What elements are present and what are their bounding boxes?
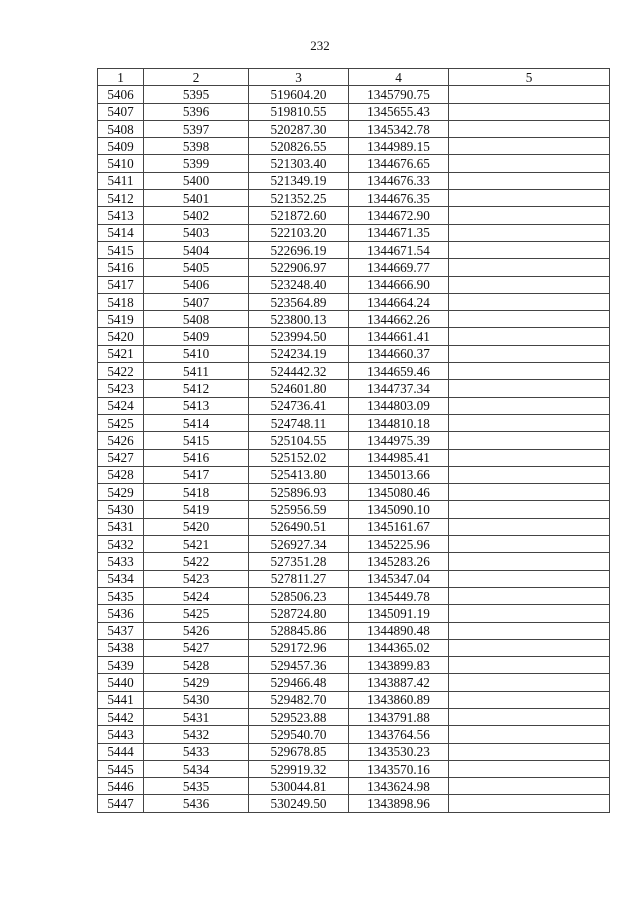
table-cell: [449, 605, 610, 622]
table-cell: 5444: [98, 743, 144, 760]
table-cell: 5419: [144, 501, 249, 518]
table-cell: 525896.93: [249, 484, 349, 501]
table-cell: [449, 207, 610, 224]
table-row: [98, 207, 610, 224]
table-cell: [449, 293, 610, 310]
table-cell: [449, 155, 610, 172]
table-cell: 521872.60: [249, 207, 349, 224]
table-cell: 5438: [98, 639, 144, 656]
table-cell: [449, 639, 610, 656]
table-cell: 5402: [144, 207, 249, 224]
table-cell: [449, 536, 610, 553]
table-row: [98, 605, 610, 622]
table-row: [98, 276, 610, 293]
table-cell: 5409: [144, 328, 249, 345]
table-cell: 1344890.48: [349, 622, 449, 639]
table-cell: 5423: [144, 570, 249, 587]
table-cell: 5418: [98, 293, 144, 310]
table-cell: 5421: [98, 345, 144, 362]
table-cell: 1343764.56: [349, 726, 449, 743]
table-cell: 522906.97: [249, 259, 349, 276]
table-cell: 5443: [98, 726, 144, 743]
table-cell: 1344676.65: [349, 155, 449, 172]
table-cell: 5397: [144, 120, 249, 137]
table-cell: [449, 259, 610, 276]
table-cell: 1344985.41: [349, 449, 449, 466]
table-cell: 523800.13: [249, 311, 349, 328]
table-row: [98, 432, 610, 449]
table-cell: 5424: [144, 587, 249, 604]
table-cell: 5403: [144, 224, 249, 241]
table-cell: 5410: [98, 155, 144, 172]
table-cell: 5436: [144, 795, 249, 812]
table-cell: 5433: [98, 553, 144, 570]
table-cell: 5420: [98, 328, 144, 345]
column-header: 3: [249, 69, 349, 86]
table-cell: 5407: [144, 293, 249, 310]
table-cell: 5433: [144, 743, 249, 760]
table-cell: 5425: [98, 414, 144, 431]
table-row: [98, 726, 610, 743]
table-cell: 1344659.46: [349, 363, 449, 380]
table-cell: 5422: [98, 363, 144, 380]
table-cell: 5431: [144, 708, 249, 725]
table-cell: [449, 760, 610, 777]
table-cell: [449, 778, 610, 795]
table-cell: 1344676.33: [349, 172, 449, 189]
table-cell: [449, 726, 610, 743]
table-cell: [449, 363, 610, 380]
table-cell: 5417: [98, 276, 144, 293]
table-row: [98, 103, 610, 120]
table-cell: 5439: [98, 657, 144, 674]
column-header: 2: [144, 69, 249, 86]
table-cell: 1344737.34: [349, 380, 449, 397]
table-cell: 5398: [144, 138, 249, 155]
table-row: [98, 795, 610, 812]
table-cell: 5447: [98, 795, 144, 812]
table-cell: 5430: [98, 501, 144, 518]
table-cell: 529466.48: [249, 674, 349, 691]
table-cell: 5415: [144, 432, 249, 449]
table-cell: 520287.30: [249, 120, 349, 137]
table-row: [98, 501, 610, 518]
table-cell: 5405: [144, 259, 249, 276]
table-cell: 1344671.54: [349, 241, 449, 258]
table-row: [98, 397, 610, 414]
table-cell: 5440: [98, 674, 144, 691]
table-cell: 523248.40: [249, 276, 349, 293]
table-cell: 1344662.26: [349, 311, 449, 328]
table-row: [98, 449, 610, 466]
table-cell: [449, 86, 610, 103]
table-cell: 5400: [144, 172, 249, 189]
table-cell: 528506.23: [249, 587, 349, 604]
coordinates-table: [97, 68, 610, 813]
table-cell: [449, 466, 610, 483]
table-cell: 1343624.98: [349, 778, 449, 795]
table-cell: 1344661.41: [349, 328, 449, 345]
table-cell: [449, 622, 610, 639]
table-row: [98, 466, 610, 483]
table-cell: 525152.02: [249, 449, 349, 466]
table-cell: [449, 138, 610, 155]
table-cell: [449, 657, 610, 674]
table-cell: [449, 553, 610, 570]
table-cell: 1344803.09: [349, 397, 449, 414]
table-cell: 1345283.26: [349, 553, 449, 570]
table-cell: 1343570.16: [349, 760, 449, 777]
table-cell: [449, 190, 610, 207]
table-cell: [449, 674, 610, 691]
table-cell: 1344660.37: [349, 345, 449, 362]
table-cell: 1345790.75: [349, 86, 449, 103]
table-row: [98, 743, 610, 760]
table-cell: [449, 328, 610, 345]
table-cell: 1344975.39: [349, 432, 449, 449]
table-cell: [449, 241, 610, 258]
table-cell: 5442: [98, 708, 144, 725]
table-cell: [449, 691, 610, 708]
table-row: [98, 484, 610, 501]
table-cell: 1343899.83: [349, 657, 449, 674]
table-cell: [449, 224, 610, 241]
page-number: 232: [310, 38, 330, 53]
table-row: [98, 190, 610, 207]
table-cell: 520826.55: [249, 138, 349, 155]
table-cell: [449, 795, 610, 812]
table-row: [98, 380, 610, 397]
table-cell: 1344664.24: [349, 293, 449, 310]
table-row: [98, 760, 610, 777]
column-header: 4: [349, 69, 449, 86]
table-cell: 529482.70: [249, 691, 349, 708]
table-cell: [449, 432, 610, 449]
table-cell: 1343860.89: [349, 691, 449, 708]
table-cell: 5427: [98, 449, 144, 466]
table-row: [98, 138, 610, 155]
table-cell: [449, 172, 610, 189]
table-cell: 5410: [144, 345, 249, 362]
table-row: [98, 259, 610, 276]
table-cell: 524601.80: [249, 380, 349, 397]
table-cell: 5416: [144, 449, 249, 466]
table-row: [98, 120, 610, 137]
table-cell: 1345347.04: [349, 570, 449, 587]
table-row: [98, 622, 610, 639]
table-cell: 5422: [144, 553, 249, 570]
table-cell: 1345013.66: [349, 466, 449, 483]
table-cell: 5396: [144, 103, 249, 120]
table-cell: 5435: [144, 778, 249, 795]
table-cell: 5427: [144, 639, 249, 656]
table-cell: 5411: [98, 172, 144, 189]
table-cell: 5423: [98, 380, 144, 397]
table-cell: 521349.19: [249, 172, 349, 189]
table-cell: 5411: [144, 363, 249, 380]
table-cell: 5408: [98, 120, 144, 137]
table-cell: 5431: [98, 518, 144, 535]
table-row: [98, 345, 610, 362]
table-row: [98, 536, 610, 553]
table-row: [98, 293, 610, 310]
table-cell: [449, 397, 610, 414]
table-cell: 5414: [98, 224, 144, 241]
table-cell: 525956.59: [249, 501, 349, 518]
table-cell: 5436: [98, 605, 144, 622]
table-cell: 1344989.15: [349, 138, 449, 155]
table-cell: 1345449.78: [349, 587, 449, 604]
table-cell: [449, 449, 610, 466]
table-row: [98, 570, 610, 587]
table-cell: 1343530.23: [349, 743, 449, 760]
table-cell: 5395: [144, 86, 249, 103]
table-row: [98, 172, 610, 189]
table-cell: 1344671.35: [349, 224, 449, 241]
table-cell: [449, 570, 610, 587]
table-cell: 519604.20: [249, 86, 349, 103]
table-cell: 5413: [144, 397, 249, 414]
table-cell: 1345225.96: [349, 536, 449, 553]
table-cell: 5421: [144, 536, 249, 553]
table-cell: 5401: [144, 190, 249, 207]
table-row: [98, 224, 610, 241]
table-row: [98, 311, 610, 328]
table-cell: [449, 708, 610, 725]
table-cell: 1343887.42: [349, 674, 449, 691]
table-cell: 521352.25: [249, 190, 349, 207]
table-cell: 1344676.35: [349, 190, 449, 207]
table-cell: 523564.89: [249, 293, 349, 310]
table-cell: 5434: [98, 570, 144, 587]
table-cell: 1345090.10: [349, 501, 449, 518]
table-row: [98, 363, 610, 380]
table-cell: [449, 311, 610, 328]
table-cell: 5415: [98, 241, 144, 258]
table-cell: 529919.32: [249, 760, 349, 777]
table-cell: 5426: [98, 432, 144, 449]
table-cell: [449, 103, 610, 120]
table-row: [98, 587, 610, 604]
table-cell: 1344669.77: [349, 259, 449, 276]
column-header: 5: [449, 69, 610, 86]
table-cell: 5446: [98, 778, 144, 795]
table-cell: 525104.55: [249, 432, 349, 449]
table-cell: 1344365.02: [349, 639, 449, 656]
table-cell: 524748.11: [249, 414, 349, 431]
table-cell: 5420: [144, 518, 249, 535]
table-row: [98, 86, 610, 103]
table-row: [98, 414, 610, 431]
table-cell: 5418: [144, 484, 249, 501]
table-cell: [449, 380, 610, 397]
table-cell: 529457.36: [249, 657, 349, 674]
table-cell: 528724.80: [249, 605, 349, 622]
table-cell: 5409: [98, 138, 144, 155]
table-cell: 5434: [144, 760, 249, 777]
table-row: [98, 518, 610, 535]
table-cell: 1344672.90: [349, 207, 449, 224]
table-row: [98, 708, 610, 725]
table-cell: 5426: [144, 622, 249, 639]
table-cell: 5424: [98, 397, 144, 414]
table-cell: 529172.96: [249, 639, 349, 656]
table-cell: 527811.27: [249, 570, 349, 587]
table-cell: 5429: [98, 484, 144, 501]
table-row: [98, 328, 610, 345]
table-cell: 5435: [98, 587, 144, 604]
table-cell: 5432: [98, 536, 144, 553]
table-row: [98, 657, 610, 674]
table-cell: 5399: [144, 155, 249, 172]
table-cell: 5430: [144, 691, 249, 708]
table-cell: 1343791.88: [349, 708, 449, 725]
table-cell: [449, 120, 610, 137]
table-cell: 524234.19: [249, 345, 349, 362]
table-cell: [449, 501, 610, 518]
table-cell: 529540.70: [249, 726, 349, 743]
table-cell: 522103.20: [249, 224, 349, 241]
table-row: [98, 639, 610, 656]
table-header-row: [98, 69, 610, 86]
table-cell: 5414: [144, 414, 249, 431]
table-cell: 5408: [144, 311, 249, 328]
table-cell: 1345161.67: [349, 518, 449, 535]
table-cell: [449, 484, 610, 501]
table-cell: [449, 414, 610, 431]
table-cell: 5419: [98, 311, 144, 328]
table-cell: 523994.50: [249, 328, 349, 345]
table-cell: 5404: [144, 241, 249, 258]
table-row: [98, 155, 610, 172]
table-cell: 5413: [98, 207, 144, 224]
table-cell: 5432: [144, 726, 249, 743]
table-cell: 529678.85: [249, 743, 349, 760]
table-cell: 1343898.96: [349, 795, 449, 812]
table-cell: 5406: [144, 276, 249, 293]
table-cell: 524442.32: [249, 363, 349, 380]
table-row: [98, 691, 610, 708]
table-cell: 527351.28: [249, 553, 349, 570]
table-cell: 1345080.46: [349, 484, 449, 501]
table-cell: 1344810.18: [349, 414, 449, 431]
table-row: [98, 674, 610, 691]
table-cell: 5437: [98, 622, 144, 639]
table-cell: 5412: [98, 190, 144, 207]
table-cell: 5407: [98, 103, 144, 120]
table-cell: 525413.80: [249, 466, 349, 483]
table-cell: 529523.88: [249, 708, 349, 725]
table-cell: 5428: [144, 657, 249, 674]
table-cell: 5425: [144, 605, 249, 622]
table-cell: 530249.50: [249, 795, 349, 812]
table-row: [98, 553, 610, 570]
table-cell: [449, 587, 610, 604]
table-cell: [449, 345, 610, 362]
table-cell: 5417: [144, 466, 249, 483]
table-cell: 1345655.43: [349, 103, 449, 120]
table-cell: 526490.51: [249, 518, 349, 535]
table-cell: [449, 276, 610, 293]
table-cell: 5429: [144, 674, 249, 691]
table-cell: 5412: [144, 380, 249, 397]
table-cell: 5445: [98, 760, 144, 777]
table-cell: 526927.34: [249, 536, 349, 553]
table-cell: 521303.40: [249, 155, 349, 172]
table-cell: 5441: [98, 691, 144, 708]
table-cell: [449, 743, 610, 760]
table-cell: 5428: [98, 466, 144, 483]
table-row: [98, 778, 610, 795]
table-cell: 1345091.19: [349, 605, 449, 622]
table-cell: 5406: [98, 86, 144, 103]
table-cell: 5416: [98, 259, 144, 276]
table-cell: 528845.86: [249, 622, 349, 639]
table-cell: 522696.19: [249, 241, 349, 258]
table-body: [98, 86, 610, 812]
table-cell: 519810.55: [249, 103, 349, 120]
table-cell: 530044.81: [249, 778, 349, 795]
column-header: 1: [98, 69, 144, 86]
table-cell: 524736.41: [249, 397, 349, 414]
table-cell: 1345342.78: [349, 120, 449, 137]
table-cell: 1344666.90: [349, 276, 449, 293]
table-row: [98, 241, 610, 258]
table-cell: [449, 518, 610, 535]
